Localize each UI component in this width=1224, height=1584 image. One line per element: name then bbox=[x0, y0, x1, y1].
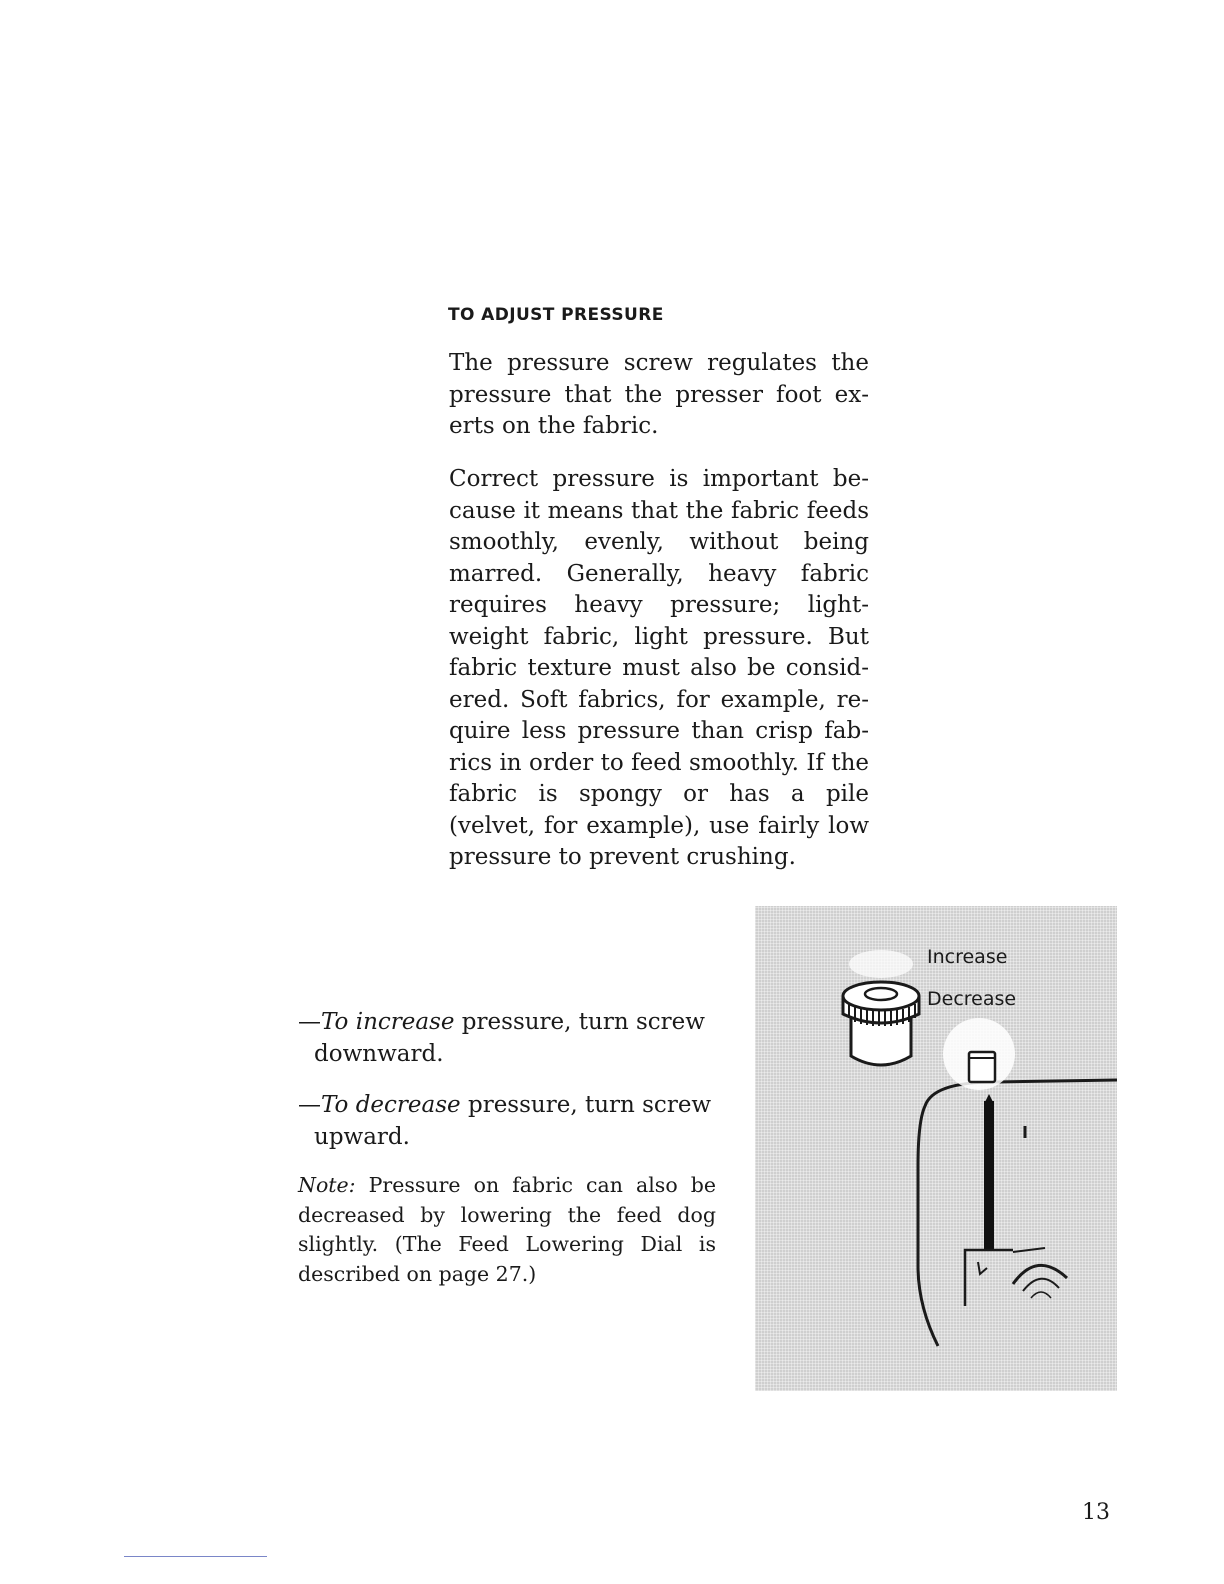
paragraph-pressure-screw: The pressure screw regulates the pressure that the presser foot exerts on the fabric. bbox=[449, 350, 869, 439]
label-increase: Increase bbox=[927, 946, 1008, 968]
instruction-decrease bbox=[298, 1089, 732, 1153]
pressure-screw-illustration bbox=[755, 906, 1117, 1391]
large-screw-glow bbox=[849, 950, 913, 978]
instruction-increase-emphasis: To increase bbox=[321, 1009, 455, 1035]
instruction-decrease-emphasis: To decrease bbox=[321, 1092, 461, 1118]
instruction-dash: — bbox=[298, 1092, 321, 1118]
note-text: Pressure on fabric can also be decreased by lowering the feed dog slightly. (The Feed Lowering Dial is described on page 27.) bbox=[298, 1173, 716, 1286]
note-paragraph bbox=[298, 1171, 716, 1289]
instruction-decrease-text: pressure, turn screw upward. bbox=[314, 1092, 712, 1150]
machine-body-outline bbox=[918, 1080, 1117, 1346]
presser-bar bbox=[984, 1101, 994, 1251]
note-label: Note: bbox=[298, 1173, 356, 1197]
paragraph-correct-pressure: Correct pressure is important because it means that the fabric feeds smoothly, evenly, without being marred. Generally, heavy fabric requires heavy pressure; lightweight fabric, light pressure. But fabric texture must also be considered. Soft fabrics, for example, require less pressure than crisp fabrics in order to feed smoothly. If the fabric is spongy or has a pile (velvet, for example), use fairly low pressure to prevent crushing. bbox=[449, 466, 869, 870]
instruction-increase-text: pressure, turn screw downward. bbox=[314, 1009, 705, 1067]
page-number: 13 bbox=[1082, 1500, 1110, 1525]
label-decrease: Decrease bbox=[927, 988, 1017, 1010]
footer-rule bbox=[124, 1556, 267, 1557]
section-heading: TO ADJUST PRESSURE bbox=[448, 305, 664, 325]
dial-arc bbox=[1013, 1265, 1067, 1284]
illustration-drawing bbox=[755, 906, 1117, 1391]
lower-bracket bbox=[965, 1250, 1013, 1306]
pressure-screw-small bbox=[969, 1052, 995, 1082]
instruction-dash: — bbox=[298, 1009, 321, 1035]
instruction-increase bbox=[298, 1006, 732, 1070]
